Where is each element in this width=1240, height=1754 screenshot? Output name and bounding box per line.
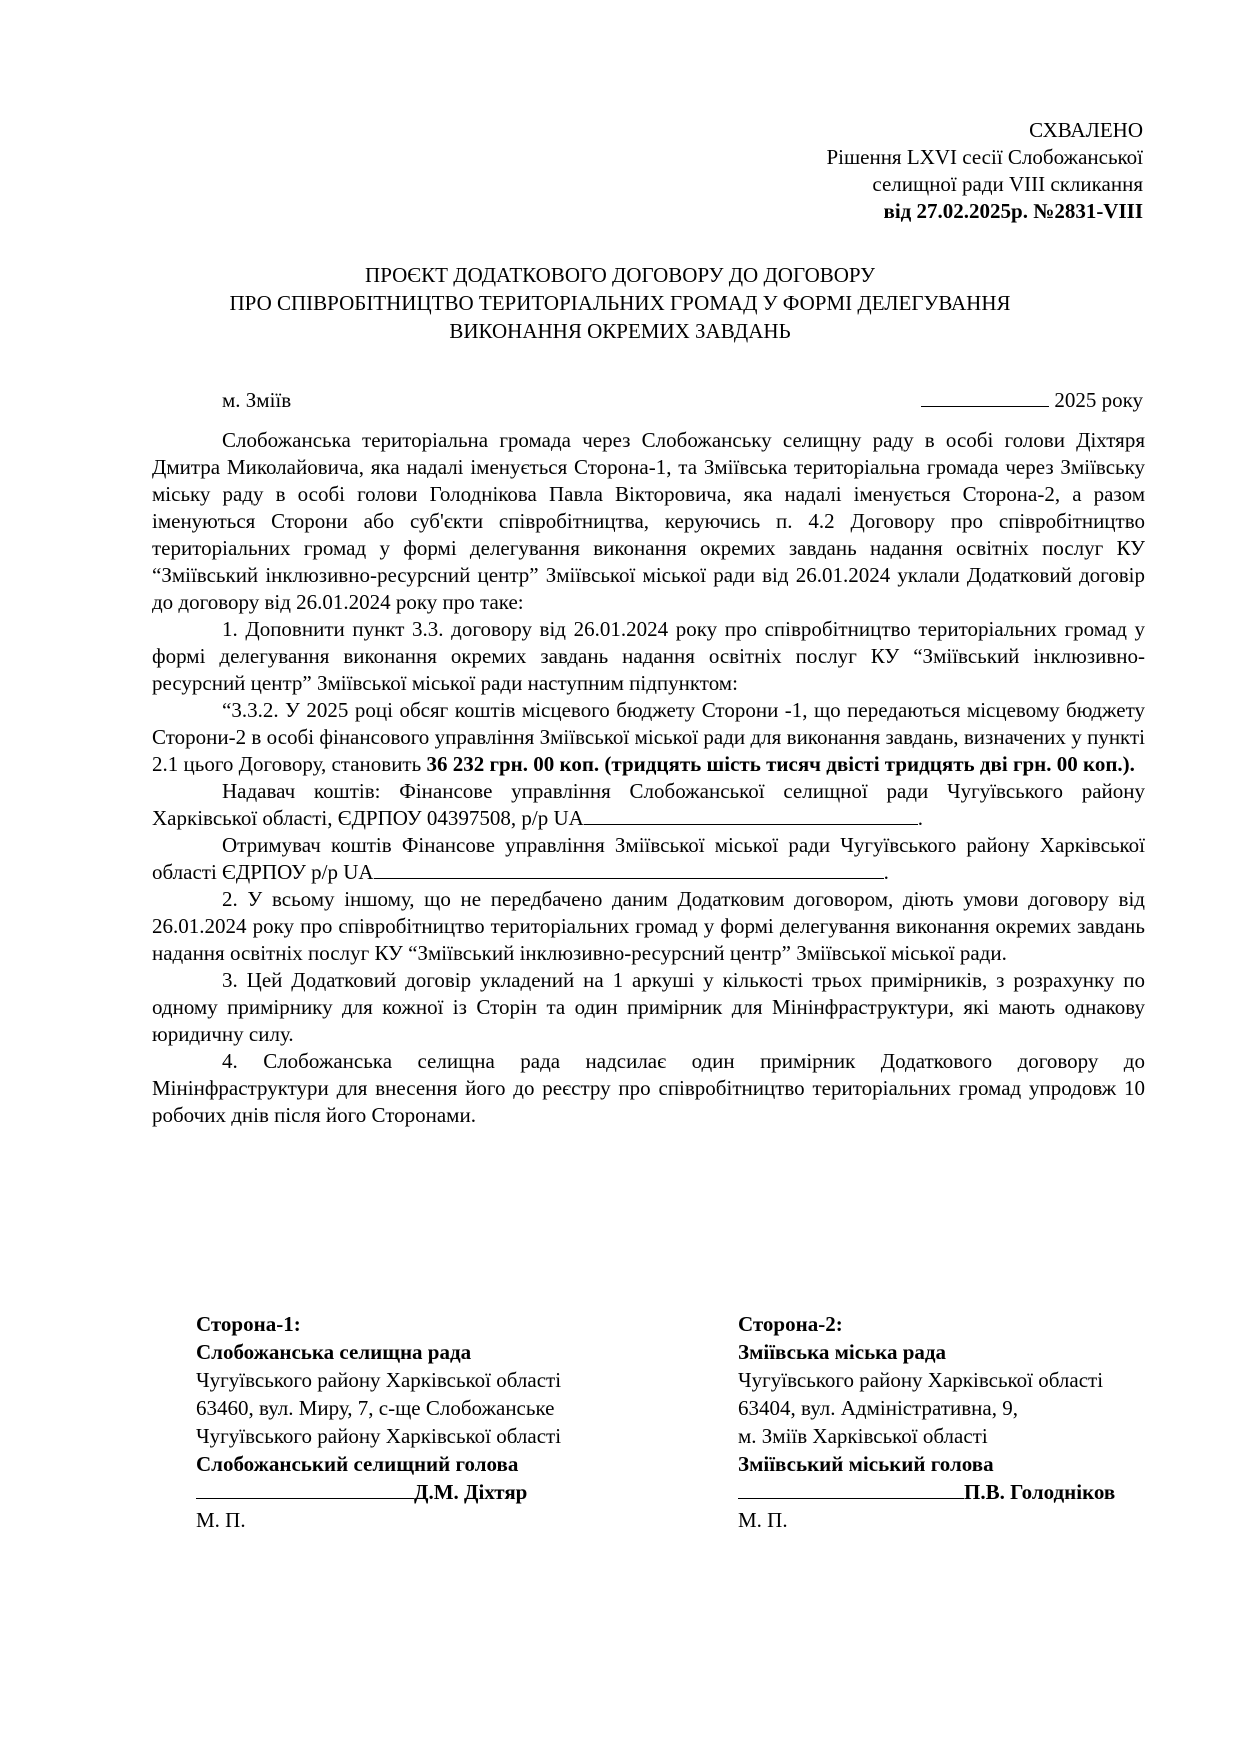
approval-line-2: Рішення LXVI сесії Слобожанської [826,145,1143,169]
party-2-stamp: М. П. [738,1508,788,1532]
party-2-signature [738,1478,1208,1506]
approval-line-4: від 27.02.2025р. №2831-VIII [883,199,1143,223]
party-1-signature [196,1478,666,1506]
recipient-text: Отримувач коштів Фінансове управління Зміївської міської ради Чугуївського району Харківської області ЄДРПОУ р/р UA [152,833,1145,884]
party-1-block [196,1310,666,1534]
party-1-address-2: 63460, вул. Миру, 7, с-ще Слобожанське [196,1396,555,1420]
party-2-address-3: м. Зміїв Харківської області [738,1424,988,1448]
paragraph-3: 3. Цей Додатковий договір укладений на 1 аркуші у кількості трьох примірників, з розрахунку по одному примірнику для кожної із Сторін та один примірник для Мінінфраструктури, які мають однакову юридичну силу. [152,968,1145,1046]
party-1-heading: Сторона-1: [196,1312,301,1336]
paragraph-3-3-2-text: “3.3.2. У 2025 році обсяг коштів місцевого бюджету Сторони -1, що передаються місцевому бюджету Сторони-2 в особі фінансового управління Зміївської міської ради для виконання завдань, визначених у пункті 2.1 цього Договору, становить [152,698,1145,776]
approval-block [543,117,1143,225]
party-1-signer: Д.М. Діхтяр [414,1480,528,1504]
title-line-1: ПРОЄКТ ДОДАТКОВОГО ДОГОВОРУ ДО ДОГОВОРУ [365,263,875,287]
party-2-role: Зміївський міський голова [738,1452,994,1476]
party-1-address-1: Чугуївського району Харківської області [196,1368,562,1392]
party-2-block [738,1310,1208,1534]
party-1-stamp: М. П. [196,1508,246,1532]
party-2-name: Зміївська міська рада [738,1340,947,1364]
title-line-3: ВИКОНАННЯ ОКРЕМИХ ЗАВДАНЬ [449,319,791,343]
party-2-heading: Сторона-2: [738,1312,843,1336]
date-of-signing [921,387,1143,414]
payer-paragraph: Надавач коштів: Фінансове управління Слобожанської селищної ради Чугуївського району Харківської області, ЄДРПОУ 04397508, р/р UA . [152,779,1145,830]
party-2-address-2: 63404, вул. Адміністративна, 9, [738,1396,1018,1420]
payer-text: Надавач коштів: Фінансове управління Слобожанської селищної ради Чугуївського району Харківської області, ЄДРПОУ 04397508, р/р UA [152,779,1145,830]
paragraph-2: 2. У всьому іншому, що не передбачено даним Додатковим договором, діють умови договору від 26.01.2024 року про співробітництво територіальних громад у формі делегування виконання окремих завдань надання освітніх послуг КУ “Зміївський інклюзивно-ресурсний центр” Зміївської міської ради. [152,887,1145,965]
recipient-account-blank [374,860,884,879]
paragraph-1: 1. Доповнити пункт 3.3. договору від 26.01.2024 року про співробітництво територіальних громад у формі делегування виконання окремих завдань надання освітніх послуг КУ “Зміївський інклюзивно-ресурсний центр” Зміївської міської ради наступним підпунктом: [152,617,1145,695]
paragraph-3-3-2-amount: 36 232 грн. 00 коп. (тридцять шість тисяч двісті тридцять дві грн. 00 коп.). [426,752,1135,776]
date-year: 2025 року [1054,388,1143,412]
recipient-paragraph: Отримувач коштів Фінансове управління Зміївської міської ради Чугуївського району Харківської області ЄДРПОУ р/р UA . [152,833,1145,884]
intro-paragraph: Слобожанська територіальна громада через Слобожанську селищну раду в особі голови Діхтяря Дмитра Миколайовича, яка надалі іменується Сторона-1, та Зміївська територіальна громада через Зміївську міську раду в особі голови Голоднікова Павла Вікторовича, яка надалі іменується Сторона-2, а разом іменуються Сторони або суб'єкти співробітництва, керуючись п. 4.2 Договору про співробітництво територіальних громад у формі делегування виконання окремих завдань надання освітніх послуг КУ “Зміївський інклюзивно-ресурсний центр” Зміївської міської ради від 26.01.2024 уклали Додатковий договір до договору від 26.01.2024 року про таке: [152,428,1145,614]
party-1-address-3: Чугуївського району Харківської області [196,1424,562,1448]
approval-line-3: селищної ради VIII скликання [872,172,1143,196]
paragraph-4: 4. Слобожанська селищна рада надсилає один примірник Додаткового договору до Мінінфраструктури для внесення його до реєстру про співробітництво територіальних громад упродовж 10 робочих днів після його Сторонами. [152,1049,1145,1127]
paragraph-3-3-2 [152,697,1145,778]
payer-account-blank [584,806,918,825]
party-1-name: Слобожанська селищна рада [196,1340,472,1364]
party-2-address-1: Чугуївського району Харківської області [738,1368,1104,1392]
date-blank-line [921,388,1049,407]
party-1-signature-line [196,1478,414,1499]
party-2-signature-line [738,1478,964,1499]
party-1-role: Слобожанський селищний голова [196,1452,519,1476]
document-title [150,261,1090,345]
party-2-signer: П.В. Голодніков [964,1480,1116,1504]
document-body [152,427,1145,1129]
approval-line-1: СХВАЛЕНО [1029,118,1143,142]
title-line-2: ПРО СПІВРОБІТНИЦТВО ТЕРИТОРІАЛЬНИХ ГРОМАД У ФОРМІ ДЕЛЕГУВАННЯ [229,291,1011,315]
place-of-signing: м. Зміїв [222,388,292,412]
